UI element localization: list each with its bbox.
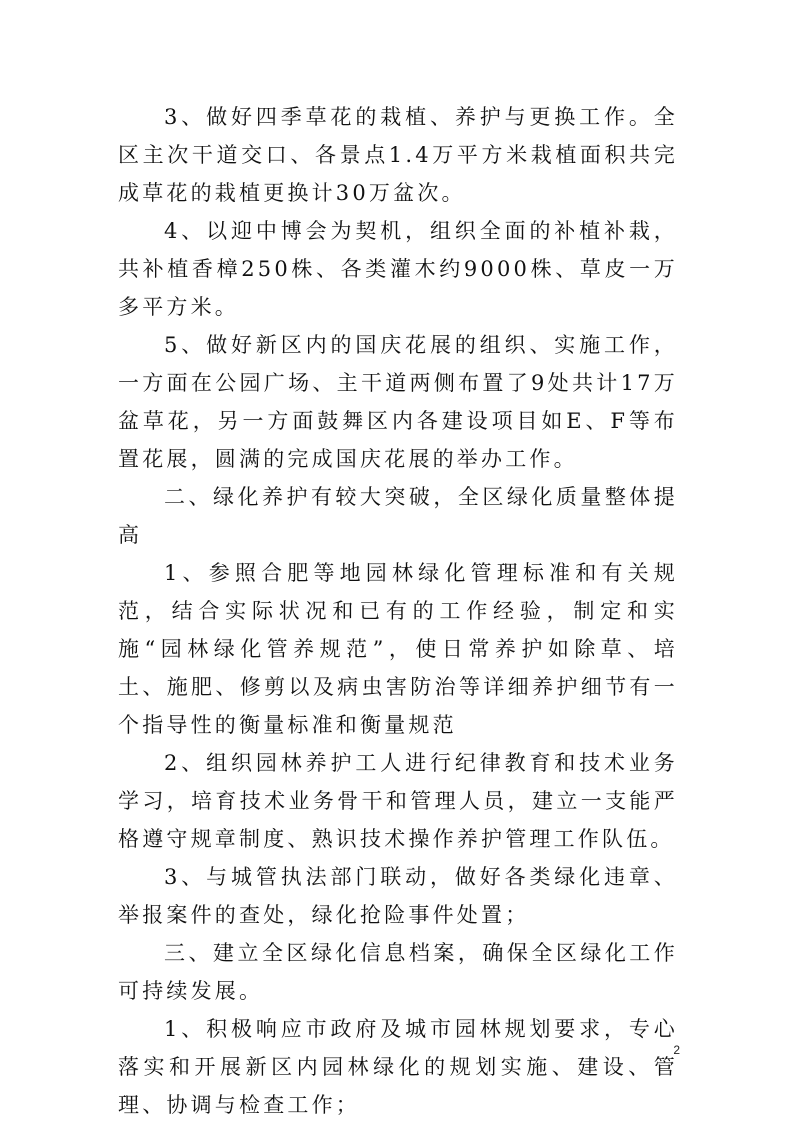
- paragraph-5: 2、组织园林养护工人进行纪律教育和技术业务学习，培育技术业务骨干和管理人员，建立一支能严格遵守规章制度、熟识技术操作养护管理工作队伍。: [118, 751, 678, 851]
- document-body: [118, 98, 678, 1124]
- section-heading-2: 二、绿化养护有较大突破，全区绿化质量整体提高: [118, 485, 678, 547]
- paragraph-7: 1、积极响应市政府及城市园林规划要求，专心落实和开展新区内园林绿化的规划实施、建设、管理、协调与检查工作；: [118, 1017, 678, 1117]
- paragraph-6: 3、与城管执法部门联动，做好各类绿化违章、举报案件的查处，绿化抢险事件处置；: [118, 865, 678, 927]
- section-heading-3: 三、建立全区绿化信息档案，确保全区绿化工作可持续发展。: [118, 941, 678, 1003]
- paragraph-4: 1、参照合肥等地园林绿化管理标准和有关规范，结合实际状况和已有的工作经验，制定和实施“园林绿化管养规范”，使日常养护如除草、培土、施肥、修剪以及病虫害防治等详细养护细节有一个指导性的衡量标准和衡量规范: [118, 561, 678, 737]
- paragraph-3: 5、做好新区内的国庆花展的组织、实施工作，一方面在公园广场、主干道两侧布置了9处共计17万盆草花，另一方面鼓舞区内各建设项目如E、F等布置花展，圆满的完成国庆花展的举办工作。: [118, 333, 678, 471]
- page-number: 2: [673, 1043, 680, 1057]
- paragraph-2: 4、以迎中博会为契机，组织全面的补植补栽，共补植香樟250株、各类灌木约9000株、草皮一万多平方米。: [118, 219, 678, 319]
- paragraph-1: 3、做好四季草花的栽植、养护与更换工作。全区主次干道交口、各景点1.4万平方米栽植面积共完成草花的栽植更换计30万盆次。: [118, 105, 678, 205]
